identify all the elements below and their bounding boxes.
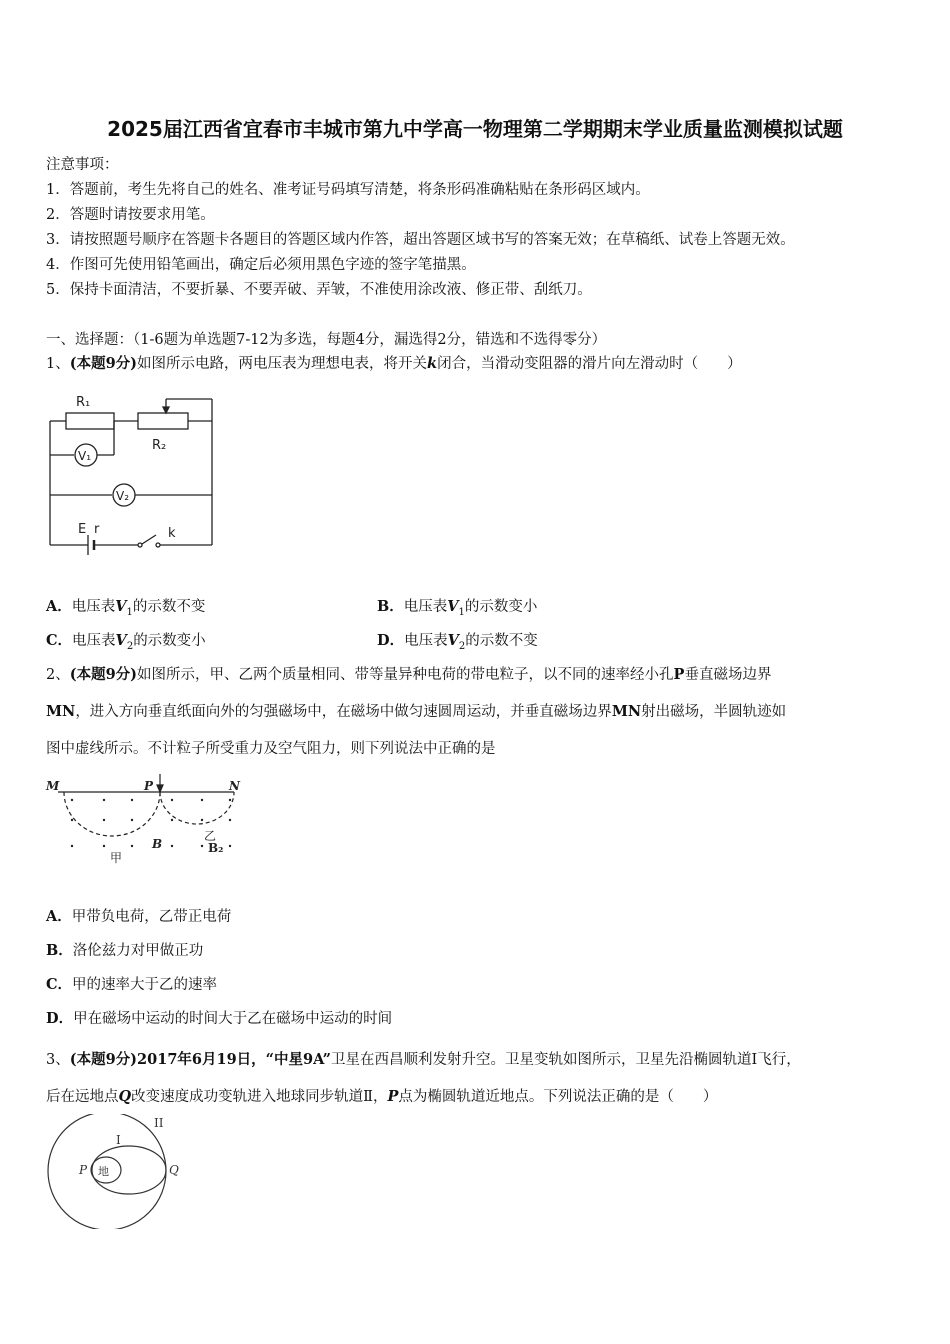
page-title: 2025届江西省宜春市丰城市第九中学高一物理第二学期期末学业质量监测模拟试题 (107, 117, 843, 141)
section-heading: 一、选择题：（1-6题为单选题7-12为多选，每题4分，漏选得2分，错选和不选得零分） (46, 332, 607, 348)
boundary-mn: MN (611, 703, 642, 720)
question-tag: (本题9分) (69, 355, 138, 372)
question-text: 如图所示电路，两电压表为理想电表，将开关 (137, 356, 428, 372)
question-number: 3、 (46, 1052, 70, 1068)
option-var: V (115, 632, 127, 649)
option-letter: D． (46, 1010, 74, 1027)
option-letter: B． (46, 942, 73, 959)
option-sub: 2 (458, 640, 466, 652)
label-m: M (46, 779, 60, 793)
notice-item: 3．请按照题号顺序在答题卡各题目的答题区域内作答，超出答题区域书写的答案无效；在草稿纸、试卷上答题无效。 (46, 232, 795, 248)
q1-option-a[interactable] (46, 595, 205, 618)
point-q: Q (118, 1088, 132, 1105)
option-letter: C． (46, 632, 73, 649)
notice-item: 1．答题前，考生先将自己的姓名、准考证号码填写清楚，将条形码准确粘贴在条形码区域内。 (46, 182, 650, 198)
question-1-stem (46, 352, 742, 373)
q2-option-a[interactable] (46, 905, 231, 926)
point-p: P (673, 666, 685, 683)
option-letter: A． (46, 598, 72, 615)
label-orbit-ii: II (154, 1116, 164, 1130)
q1-option-d[interactable] (377, 629, 538, 652)
option-text: 电压表 (71, 599, 116, 615)
label-q: Q (169, 1163, 179, 1177)
label-r1: R₁ (76, 395, 91, 410)
label-v2: V₂ (116, 489, 130, 503)
option-text: 电压表 (404, 633, 448, 649)
question-text: 后在远地点 (46, 1089, 119, 1105)
label-orbit-i: I (116, 1133, 121, 1147)
option-text: 的示数不变 (132, 599, 206, 615)
q2-option-b[interactable] (46, 939, 203, 960)
option-text: 的示数变小 (464, 599, 538, 615)
label-v1: V₁ (78, 449, 92, 463)
label-r: r (94, 522, 100, 537)
question-date: 2017年6月19日， (137, 1051, 266, 1068)
option-text: 洛伦兹力对甲做正功 (72, 943, 204, 959)
option-sub: 1 (458, 606, 465, 618)
option-var: V (447, 598, 459, 615)
label-n: N (229, 779, 240, 793)
question-2-line1 (46, 663, 771, 684)
option-var: V (447, 632, 459, 649)
label-b2: B₂ (208, 841, 224, 855)
label-jia: 甲 (110, 851, 123, 865)
label-r2: R₂ (152, 438, 167, 453)
question-3-line1 (46, 1048, 801, 1069)
label-p: P (79, 1163, 88, 1177)
notice-item: 4．作图可先使用铅笔画出，确定后必须用黑色字迹的签字笔描黑。 (46, 257, 476, 273)
notice-heading: 注意事项： (46, 157, 119, 173)
magnetic-field-diagram (44, 772, 244, 872)
question-2-line3: 图中虚线所示。不计粒子所受重力及空气阻力，则下列说法中正确的是 (46, 741, 496, 757)
label-p: P (144, 779, 154, 793)
question-tag: (本题9分) (69, 666, 138, 683)
label-e: E (78, 522, 87, 537)
option-var: V (115, 598, 127, 615)
notice-item: 5．保持卡面清洁，不要折暴、不要弄破、弄皱，不准使用涂改液、修正带、刮纸刀。 (46, 282, 592, 298)
question-text: 垂直磁场边界 (684, 667, 772, 683)
label-yi: 乙 (204, 829, 217, 843)
question-text: 如图所示，甲、乙两个质量相同、带等量异种电荷的带电粒子，以不同的速率经小孔 (137, 667, 674, 683)
question-tag: (本题9分) (69, 1051, 138, 1068)
switch-symbol: k (427, 355, 438, 372)
option-letter: B． (377, 598, 404, 615)
q2-option-d[interactable] (46, 1007, 392, 1028)
option-text: 电压表 (403, 599, 448, 615)
question-3-line2 (46, 1085, 717, 1106)
option-letter: C． (46, 976, 73, 993)
option-sub: 1 (126, 606, 133, 618)
option-text: 电压表 (72, 633, 116, 649)
option-text: 甲在磁场中运动的时间大于乙在磁场中运动的时间 (73, 1011, 393, 1027)
label-b: B (152, 837, 163, 851)
label-earth: 地 (98, 1165, 109, 1178)
option-letter: D． (377, 632, 405, 649)
boundary-mn: MN (46, 703, 76, 720)
option-text: 的示数不变 (465, 633, 538, 649)
question-text: 射出磁场，半圆轨迹如 (641, 704, 787, 720)
q2-option-c[interactable] (46, 973, 217, 994)
option-text: 甲带负电荷，乙带正电荷 (71, 909, 232, 925)
label-k: k (168, 526, 176, 541)
notice-item: 2．答题时请按要求用笔。 (46, 207, 215, 223)
q1-option-b[interactable] (377, 595, 537, 618)
q1-option-c[interactable] (46, 629, 206, 652)
question-2-line2 (46, 700, 786, 721)
orbit-diagram (44, 1114, 194, 1229)
option-sub: 2 (126, 640, 134, 652)
option-text: 的示数变小 (133, 633, 206, 649)
question-number: 2、 (46, 667, 70, 683)
question-text: 改变速度成功变轨进入地球同步轨道Ⅱ， (131, 1089, 388, 1105)
question-text: 闭合，当滑动变阻器的滑片向左滑动时（ ） (437, 356, 742, 372)
satellite-name: “中星9A” (265, 1051, 331, 1068)
question-text: 点为椭圆轨道近地点。下列说法正确的是（ ） (398, 1089, 718, 1105)
question-number: 1、 (46, 356, 70, 372)
question-text: ，进入方向垂直纸面向外的匀强磁场中，在磁场中做匀速圆周运动，并垂直磁场边界 (75, 704, 612, 720)
question-text: 卫星在西昌顺利发射升空。卫星变轨如图所示，卫星先沿椭圆轨道Ⅰ飞行， (330, 1052, 801, 1068)
point-p: P (387, 1088, 399, 1105)
option-text: 甲的速率大于乙的速率 (72, 977, 218, 993)
option-letter: A． (46, 908, 72, 925)
circuit-diagram (44, 385, 224, 555)
